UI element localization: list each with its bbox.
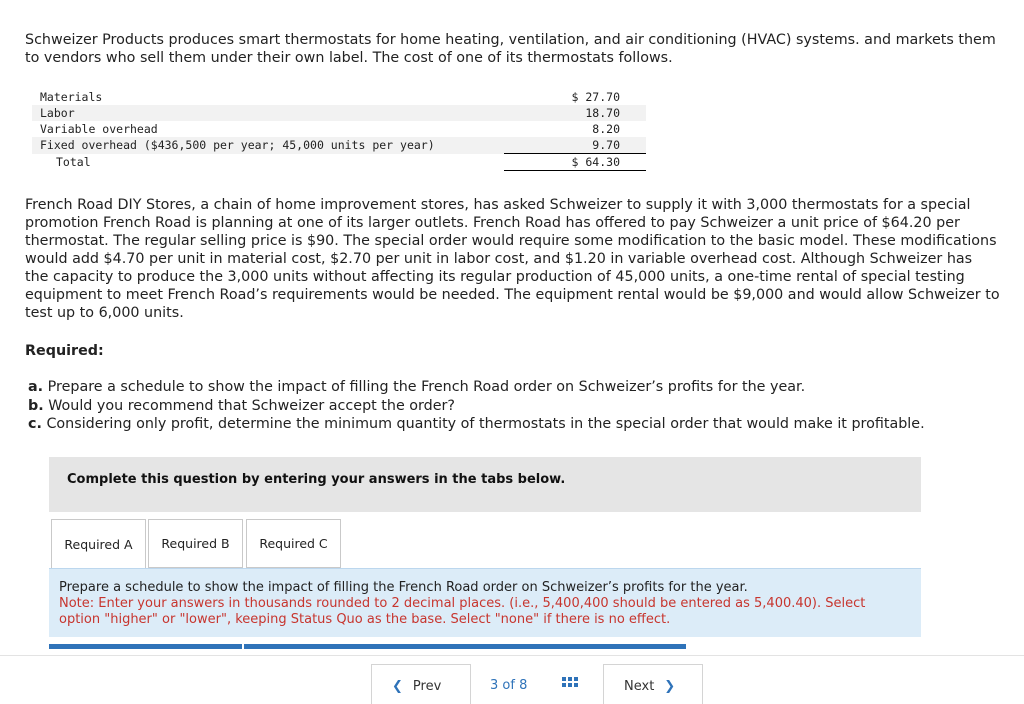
chevron-left-icon: ❮ bbox=[392, 679, 403, 694]
bottom-nav-bar bbox=[0, 655, 1024, 694]
list-item bbox=[28, 397, 1008, 416]
next-label: Next bbox=[624, 679, 655, 694]
prev-label: Prev bbox=[412, 679, 442, 694]
table-row bbox=[32, 89, 646, 105]
table-header-strip bbox=[49, 644, 242, 649]
cost-amount: 18.70 bbox=[504, 105, 646, 121]
total-amount: $ 64.30 bbox=[504, 154, 646, 171]
instruction-box bbox=[49, 457, 921, 512]
table-header-strip bbox=[244, 644, 686, 649]
panel-note: Note: Enter your answers in thousands rounded to 2 decimal places. (i.e., 5,400,400 should be entered as 5,400.40). Select option "higher" or "lower", keeping Status Quo as the base. Select "none" if there is no effect. bbox=[59, 596, 866, 627]
grid-icon[interactable] bbox=[562, 677, 580, 689]
cost-amount: $ 27.70 bbox=[571, 90, 620, 104]
cost-amount: 8.20 bbox=[592, 122, 620, 136]
table-row bbox=[32, 105, 646, 121]
panel-instruction: Prepare a schedule to show the impact of filling the French Road order on Schweizer’s profits for the year. bbox=[59, 580, 748, 595]
cost-label: Variable overhead bbox=[40, 122, 158, 136]
cost-label: Materials bbox=[40, 90, 103, 104]
total-label: Total bbox=[56, 155, 91, 169]
cost-label: Labor bbox=[32, 105, 504, 121]
list-item bbox=[28, 378, 1008, 397]
page-indicator[interactable]: 3 of 8 bbox=[490, 678, 528, 693]
tab-required-b[interactable]: Required B bbox=[148, 519, 243, 568]
chevron-right-icon: ❯ bbox=[664, 679, 676, 694]
question-text: Prepare a schedule to show the impact of filling the French Road order on Schweizer’s profits for the year. bbox=[47, 379, 806, 395]
question-letter: b. bbox=[28, 397, 44, 414]
tab-panel bbox=[49, 568, 921, 637]
list-item bbox=[28, 415, 1008, 434]
cost-label: Fixed overhead ($436,500 per year; 45,000 units per year) bbox=[32, 137, 504, 154]
table-row bbox=[32, 121, 646, 137]
tab-required-a[interactable]: Required A bbox=[51, 519, 146, 569]
table-row-total bbox=[32, 154, 646, 171]
question-text: Would you recommend that Schweizer accept the order? bbox=[48, 397, 456, 414]
requirements-list bbox=[28, 378, 1008, 434]
question-text: Considering only profit, determine the minimum quantity of thermostats in the special order that would make it profitable. bbox=[46, 416, 925, 432]
table-row bbox=[32, 137, 646, 154]
question-letter: a. bbox=[28, 379, 44, 395]
cost-amount: 9.70 bbox=[504, 137, 646, 154]
prev-button[interactable] bbox=[371, 664, 471, 704]
intro-paragraph: Schweizer Products produces smart thermostats for home heating, ventilation, and air conditioning (HVAC) systems. and markets them to vendors who sell them under their own label. The cost of one of its thermostats follows. bbox=[25, 32, 996, 66]
required-heading: Required: bbox=[25, 343, 104, 359]
instruction-text: Complete this question by entering your answers in the tabs below. bbox=[67, 472, 566, 487]
tab-required-c[interactable]: Required C bbox=[246, 519, 341, 568]
question-letter: c. bbox=[28, 416, 42, 432]
case-paragraph: French Road DIY Stores, a chain of home improvement stores, has asked Schweizer to supply it with 3,000 thermostats for a special promotion French Road is planning at one of its larger outlets. French Road has offered to pay Schweizer a unit price of $64.20 per thermostat. The regular selling price is $90. The special order would require some modification to the basic model. These modifications would add $4.70 per unit in material cost, $2.70 per unit in labor cost, and $1.20 in variable overhead cost. Although Schweizer has the capacity to produce the 3,000 units without affecting its regular production of 45,000 units, a one-time rental of special testing equipment to meet French Road’s requirements would be needed. The equipment rental would be $9,000 and would allow Schweizer to test up to 6,000 units. bbox=[25, 197, 1000, 321]
next-button[interactable] bbox=[603, 664, 703, 704]
cost-table bbox=[32, 89, 646, 171]
